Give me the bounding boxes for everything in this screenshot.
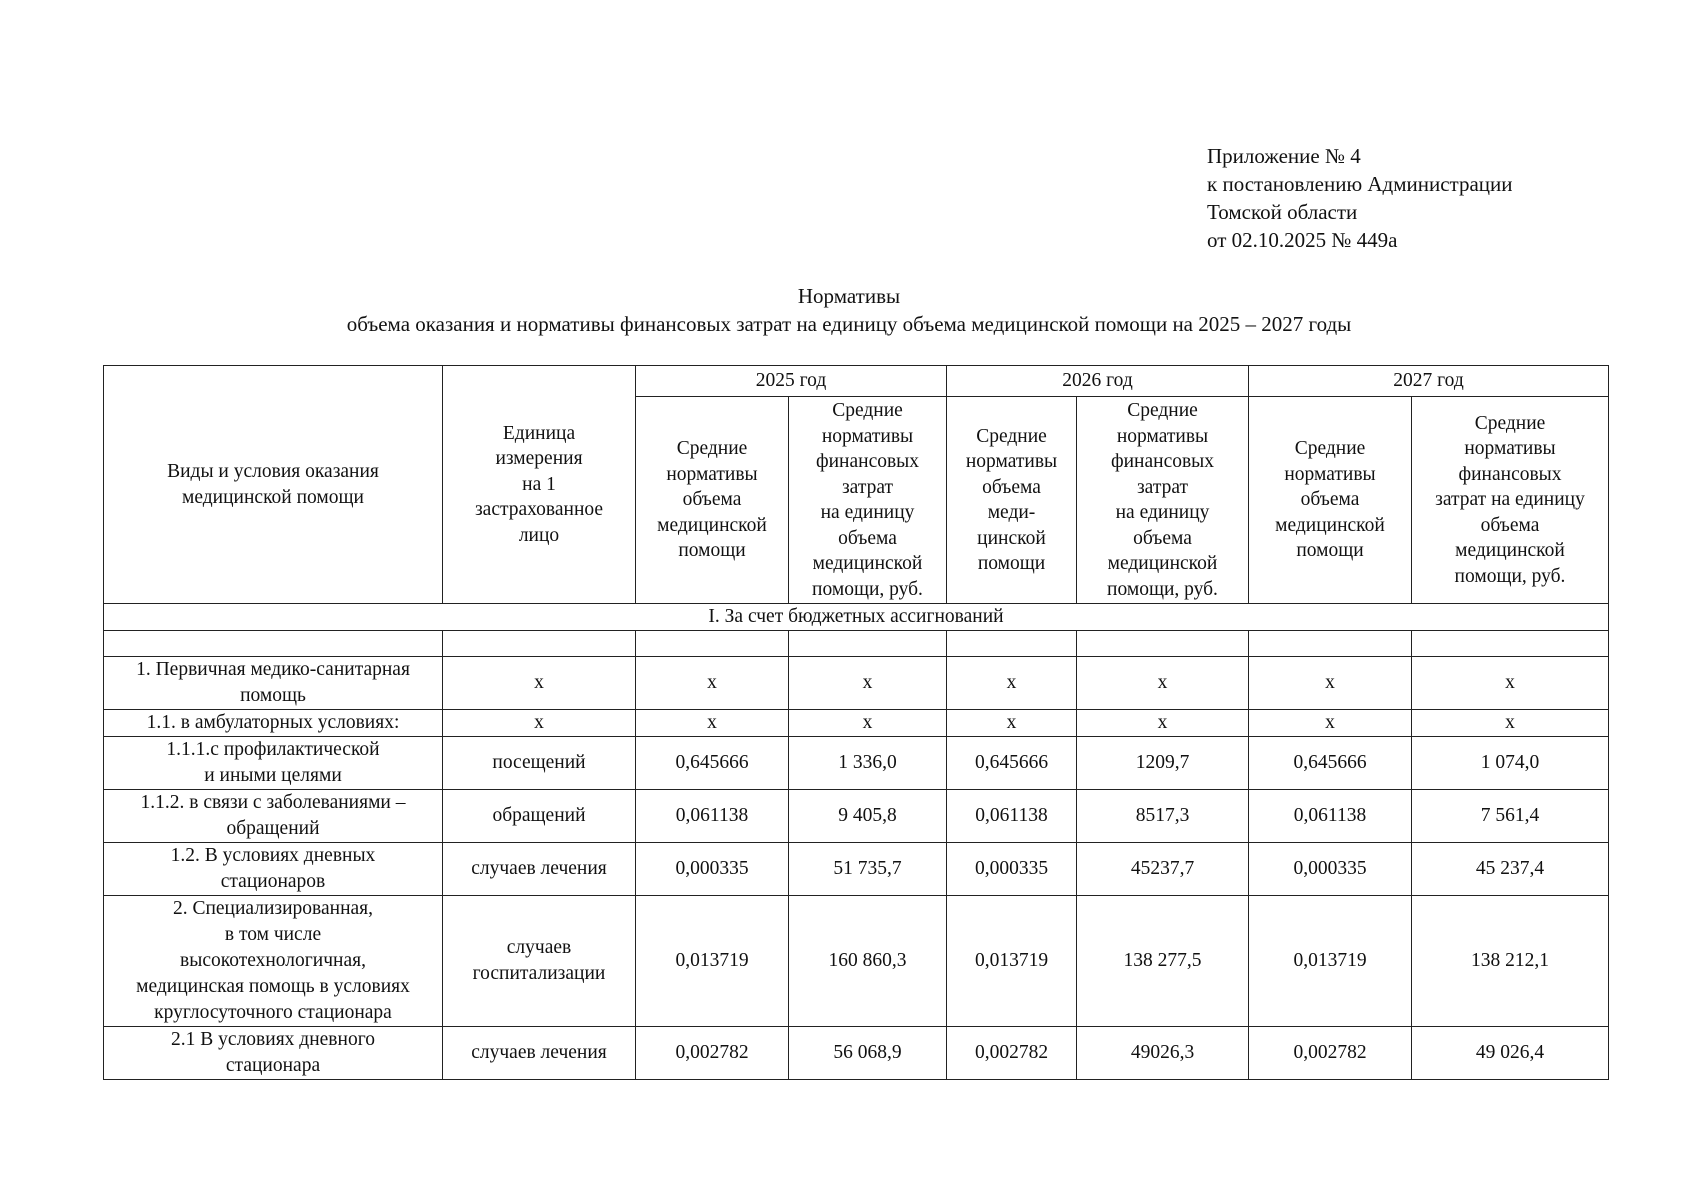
cell-line: медицинской [657,514,767,536]
cell-line: 2.1 В условиях дневного [171,1028,375,1050]
approval-line: Приложение № 4 [1207,144,1361,168]
cell-line: Средние [676,438,748,460]
blank-cell [1077,630,1249,656]
blank-cell [1412,630,1609,656]
cell-line: случаев лечения [471,1041,607,1063]
document-title [0,282,1698,338]
approval-block [1207,142,1513,254]
row-name [104,789,443,842]
cell-line: объема [1133,527,1192,549]
cell-line: измерения [495,448,583,470]
blank-cell [789,630,947,656]
table-row [104,1026,1609,1079]
row-unit [443,709,636,736]
row-value: 45237,7 [1077,842,1249,895]
row-value: х [1412,709,1609,736]
cell-line: медицинской [812,553,923,574]
row-name [104,709,443,736]
blank-row [104,630,1609,656]
row-value: х [1077,656,1249,709]
cell-line: затрат на единицу [1435,489,1585,511]
cell-line: объема [982,476,1041,498]
row-value: 8517,3 [1077,789,1249,842]
table-row [104,736,1609,789]
cell-line: нормативы [965,451,1058,472]
blank-cell [636,630,789,656]
approval-line: от 02.10.2025 № 449а [1207,228,1398,252]
row-value: 1209,7 [1077,736,1249,789]
cell-line: медицинской [1107,553,1218,574]
cell-line: медицинской [1275,514,1385,536]
row-value: 0,002782 [947,1026,1077,1079]
cell-line: в том числе [224,923,322,945]
approval-line: Томской области [1207,200,1358,224]
row-value: х [1249,709,1412,736]
row-value: 0,061138 [1249,789,1412,842]
cell-line: Средние [1474,412,1546,434]
cell-line: госпитализации [472,962,606,984]
row-value: 0,013719 [1249,895,1412,1026]
cell-line: Средние [976,425,1047,447]
row-value: 9 405,8 [789,789,947,842]
blank-cell [947,630,1077,656]
cell-line: цинской [977,527,1046,549]
header-cost-2026 [1077,397,1249,604]
cell-line: 1. Первичная медико-санитарная [136,658,410,680]
row-value: х [636,709,789,736]
row-name [104,736,443,789]
cell-line: объема [838,527,897,549]
cell-line: финансовых [1110,451,1215,472]
row-unit [443,895,636,1026]
row-value: 49 026,4 [1412,1026,1609,1079]
row-unit [443,842,636,895]
cell-line: нормативы [1284,463,1376,485]
cell-line: помощь [240,684,306,706]
row-value: 1 336,0 [789,736,947,789]
row-value: 0,000335 [636,842,789,895]
cell-line: затрат [841,476,894,498]
blank-cell [104,630,443,656]
cell-line: высокотехнологичная, [180,949,366,971]
cell-line: круглосуточного стационара [154,1001,392,1023]
row-value: 0,013719 [636,895,789,1026]
cell-line: 1.1.2. в связи с заболеваниями – [140,791,406,813]
cell-line: нормативы [1464,438,1556,460]
row-value: х [789,656,947,709]
cell-line: меди- [987,502,1036,523]
cell-line: обращений [226,817,320,839]
row-value: х [947,656,1077,709]
cell-line: лицо [518,524,560,546]
table-row [104,895,1609,1026]
cell-line: объема [682,489,742,511]
cell-line: нормативы [1116,425,1209,447]
cell-line: обращений [492,804,586,826]
row-value: 0,645666 [1249,736,1412,789]
cell-line: 1.2. В условиях дневных [170,844,376,866]
row-name [104,1026,443,1079]
row-value: х [1412,656,1609,709]
cell-line: на единицу [820,502,915,523]
cell-line: финансовых [1458,463,1562,485]
cell-line: Средние [1127,400,1198,421]
cell-line: объема [1480,514,1540,536]
cell-line: помощи, руб. [812,578,923,600]
row-unit [443,1026,636,1079]
row-unit [443,736,636,789]
cell-line: на единицу [1115,502,1210,523]
row-value: 160 860,3 [789,895,947,1026]
cell-line: помощи [977,553,1046,574]
row-name [104,895,443,1026]
header-volume-2025 [636,397,789,604]
row-value: 138 212,1 [1412,895,1609,1026]
header-volume-2026 [947,397,1077,604]
header-kind [104,366,443,604]
blank-cell [443,630,636,656]
cell-line: Единица [502,422,576,444]
cell-line: стационара [225,1054,321,1076]
cell-line: помощи [678,540,746,562]
row-value: 0,061138 [636,789,789,842]
blank-cell [1249,630,1412,656]
row-value: х [1249,656,1412,709]
row-value: х [947,709,1077,736]
header-volume-2027 [1249,397,1412,604]
row-name [104,842,443,895]
cell-line: 1.1. в амбулаторных условиях: [146,711,400,733]
cell-line: помощи, руб. [1454,565,1566,587]
row-value: 0,013719 [947,895,1077,1026]
cell-line: нормативы [821,425,914,447]
row-value: х [789,709,947,736]
row-value: 138 277,5 [1077,895,1249,1026]
row-value: х [1077,709,1249,736]
cell-line: помощи, руб. [1107,578,1218,600]
header-cost-2025 [789,397,947,604]
cell-line: случаев [506,937,572,958]
cell-line: застрахованное [474,499,604,521]
row-value: х [636,656,789,709]
table-row [104,709,1609,736]
cell-line: на 1 [522,473,556,495]
cell-line: стационаров [220,870,326,892]
row-value: 0,002782 [1249,1026,1412,1079]
norms-table [103,365,1609,1080]
cell-line: медицинской [1455,540,1565,562]
table-row [104,842,1609,895]
table-row [104,656,1609,709]
row-value: 51 735,7 [789,842,947,895]
cell-line: случаев лечения [471,857,607,879]
cell-line: объема [1300,489,1360,511]
row-value: 1 074,0 [1412,736,1609,789]
row-value: 0,000335 [947,842,1077,895]
cell-line: Средние [1294,438,1366,460]
cell-line: Средние [832,400,903,421]
table-row [104,789,1609,842]
cell-line: посещений [492,751,586,773]
header-year-2026: 2026 год [947,366,1249,397]
section-row [104,604,1609,631]
approval-line: к постановлению Администрации [1207,172,1513,196]
row-unit [443,789,636,842]
row-value: 49026,3 [1077,1026,1249,1079]
row-value: 0,061138 [947,789,1077,842]
row-value: 56 068,9 [789,1026,947,1079]
header-row-years [104,366,1609,397]
cell-line: медицинская помощь в условиях [136,975,410,997]
header-year-2025: 2025 год [636,366,947,397]
row-value: 0,002782 [636,1026,789,1079]
cell-line: х [534,671,544,693]
header-cost-2027 [1412,397,1609,604]
cell-line: Виды и условия оказания [167,461,379,482]
cell-line: 2. Специализированная, [172,897,374,919]
cell-line: затрат [1136,476,1189,498]
row-value: 45 237,4 [1412,842,1609,895]
row-name [104,656,443,709]
header-unit [443,366,636,604]
cell-line: медицинской помощи [182,486,364,508]
title-line: объема оказания и нормативы финансовых затрат на единицу объема медицинской помощи на 2025 – 2027 годы [346,312,1352,336]
row-value: 0,645666 [947,736,1077,789]
row-value: 0,000335 [1249,842,1412,895]
cell-line: и иными целями [204,764,342,786]
cell-line: х [534,711,544,733]
cell-line: 1.1.1.с профилактической [166,738,380,760]
title-line: Нормативы [797,284,901,308]
section-title: I. За счет бюджетных ассигнований [104,604,1609,631]
header-year-2027: 2027 год [1249,366,1609,397]
cell-line: финансовых [815,451,920,472]
row-value: 0,645666 [636,736,789,789]
cell-line: помощи [1296,540,1364,562]
cell-line: нормативы [666,463,758,485]
row-value: 7 561,4 [1412,789,1609,842]
row-unit [443,656,636,709]
